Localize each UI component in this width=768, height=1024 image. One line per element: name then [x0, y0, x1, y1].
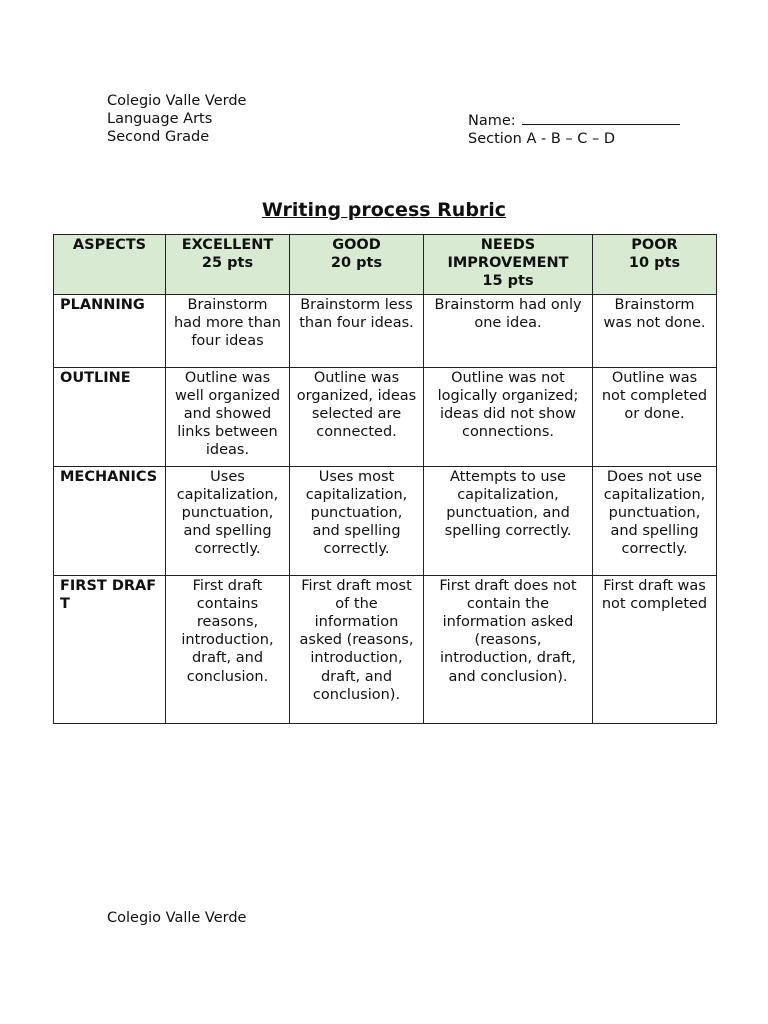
good-cell: Brainstorm less than four ideas. [290, 294, 424, 367]
column-header-excellent [166, 235, 290, 295]
excellent-cell: Brainstorm had more than four ideas [166, 294, 290, 367]
needs-improvement-cell: Attempts to use capitalization, punctuation, and spelling correctly. [424, 466, 593, 575]
column-points: 20 pts [330, 255, 383, 272]
column-points: 15 pts [482, 273, 534, 290]
needs-improvement-cell: Outline was not logically organized; ideas did not show connections. [424, 367, 593, 466]
column-label: NEEDS IMPROVEMENT [447, 237, 569, 272]
column-header-poor [593, 235, 717, 295]
needs-improvement-cell: Brainstorm had only one idea. [424, 294, 593, 367]
table-row-outline [54, 367, 717, 466]
grade-level: Second Grade [107, 129, 210, 145]
column-label: ASPECTS [72, 237, 147, 253]
table-row-mechanics [54, 466, 717, 575]
excellent-cell: Outline was well organized and showed links between ideas. [166, 367, 290, 466]
column-header-good [290, 235, 424, 295]
poor-cell: Brainstorm was not done. [593, 294, 717, 367]
column-label: GOOD [332, 237, 381, 253]
name-blank-line [522, 110, 680, 125]
poor-cell: Does not use capitalization, punctuation, and spelling correctly. [593, 466, 717, 575]
page-title: Writing process Rubric [261, 199, 507, 221]
column-points: 10 pts [628, 255, 681, 272]
needs-improvement-cell: First draft does not contain the information asked (reasons, introduction, draft, and conclusion). [424, 575, 593, 723]
aspect-cell: MECHANICS [54, 466, 166, 575]
poor-cell: First draft was not completed [593, 575, 717, 723]
name-label: Name: [468, 113, 516, 129]
section-label: Section A - B – C – D [468, 131, 616, 147]
name-field [468, 110, 680, 130]
header-row [54, 235, 717, 295]
good-cell: Uses most capitalization, punctuation, and spelling correctly. [290, 466, 424, 575]
column-header-needs-improvement [424, 235, 593, 295]
column-points: 25 pts [201, 255, 254, 272]
column-header-aspects [54, 235, 166, 295]
subject-name: Language Arts [107, 111, 213, 127]
header-left [107, 92, 246, 146]
rubric-table [53, 234, 717, 724]
column-label: POOR [631, 237, 678, 253]
good-cell: Outline was organized, ideas selected are connected. [290, 367, 424, 466]
good-cell: First draft most of the information asked (reasons, introduction, draft, and conclusion). [290, 575, 424, 723]
column-label: EXCELLENT [181, 237, 274, 253]
school-name: Colegio Valle Verde [107, 93, 247, 109]
footer-school-name: Colegio Valle Verde [107, 910, 247, 926]
poor-cell: Outline was not completed or done. [593, 367, 717, 466]
table-row-first-draft [54, 575, 717, 723]
aspect-cell: PLANNING [54, 294, 166, 367]
excellent-cell: First draft contains reasons, introduction, draft, and conclusion. [166, 575, 290, 723]
aspect-cell: OUTLINE [54, 367, 166, 466]
header-right [468, 110, 680, 148]
excellent-cell: Uses capitalization, punctuation, and spelling correctly. [166, 466, 290, 575]
aspect-cell: FIRST DRAFT [54, 575, 166, 723]
table-row-planning [54, 294, 717, 367]
